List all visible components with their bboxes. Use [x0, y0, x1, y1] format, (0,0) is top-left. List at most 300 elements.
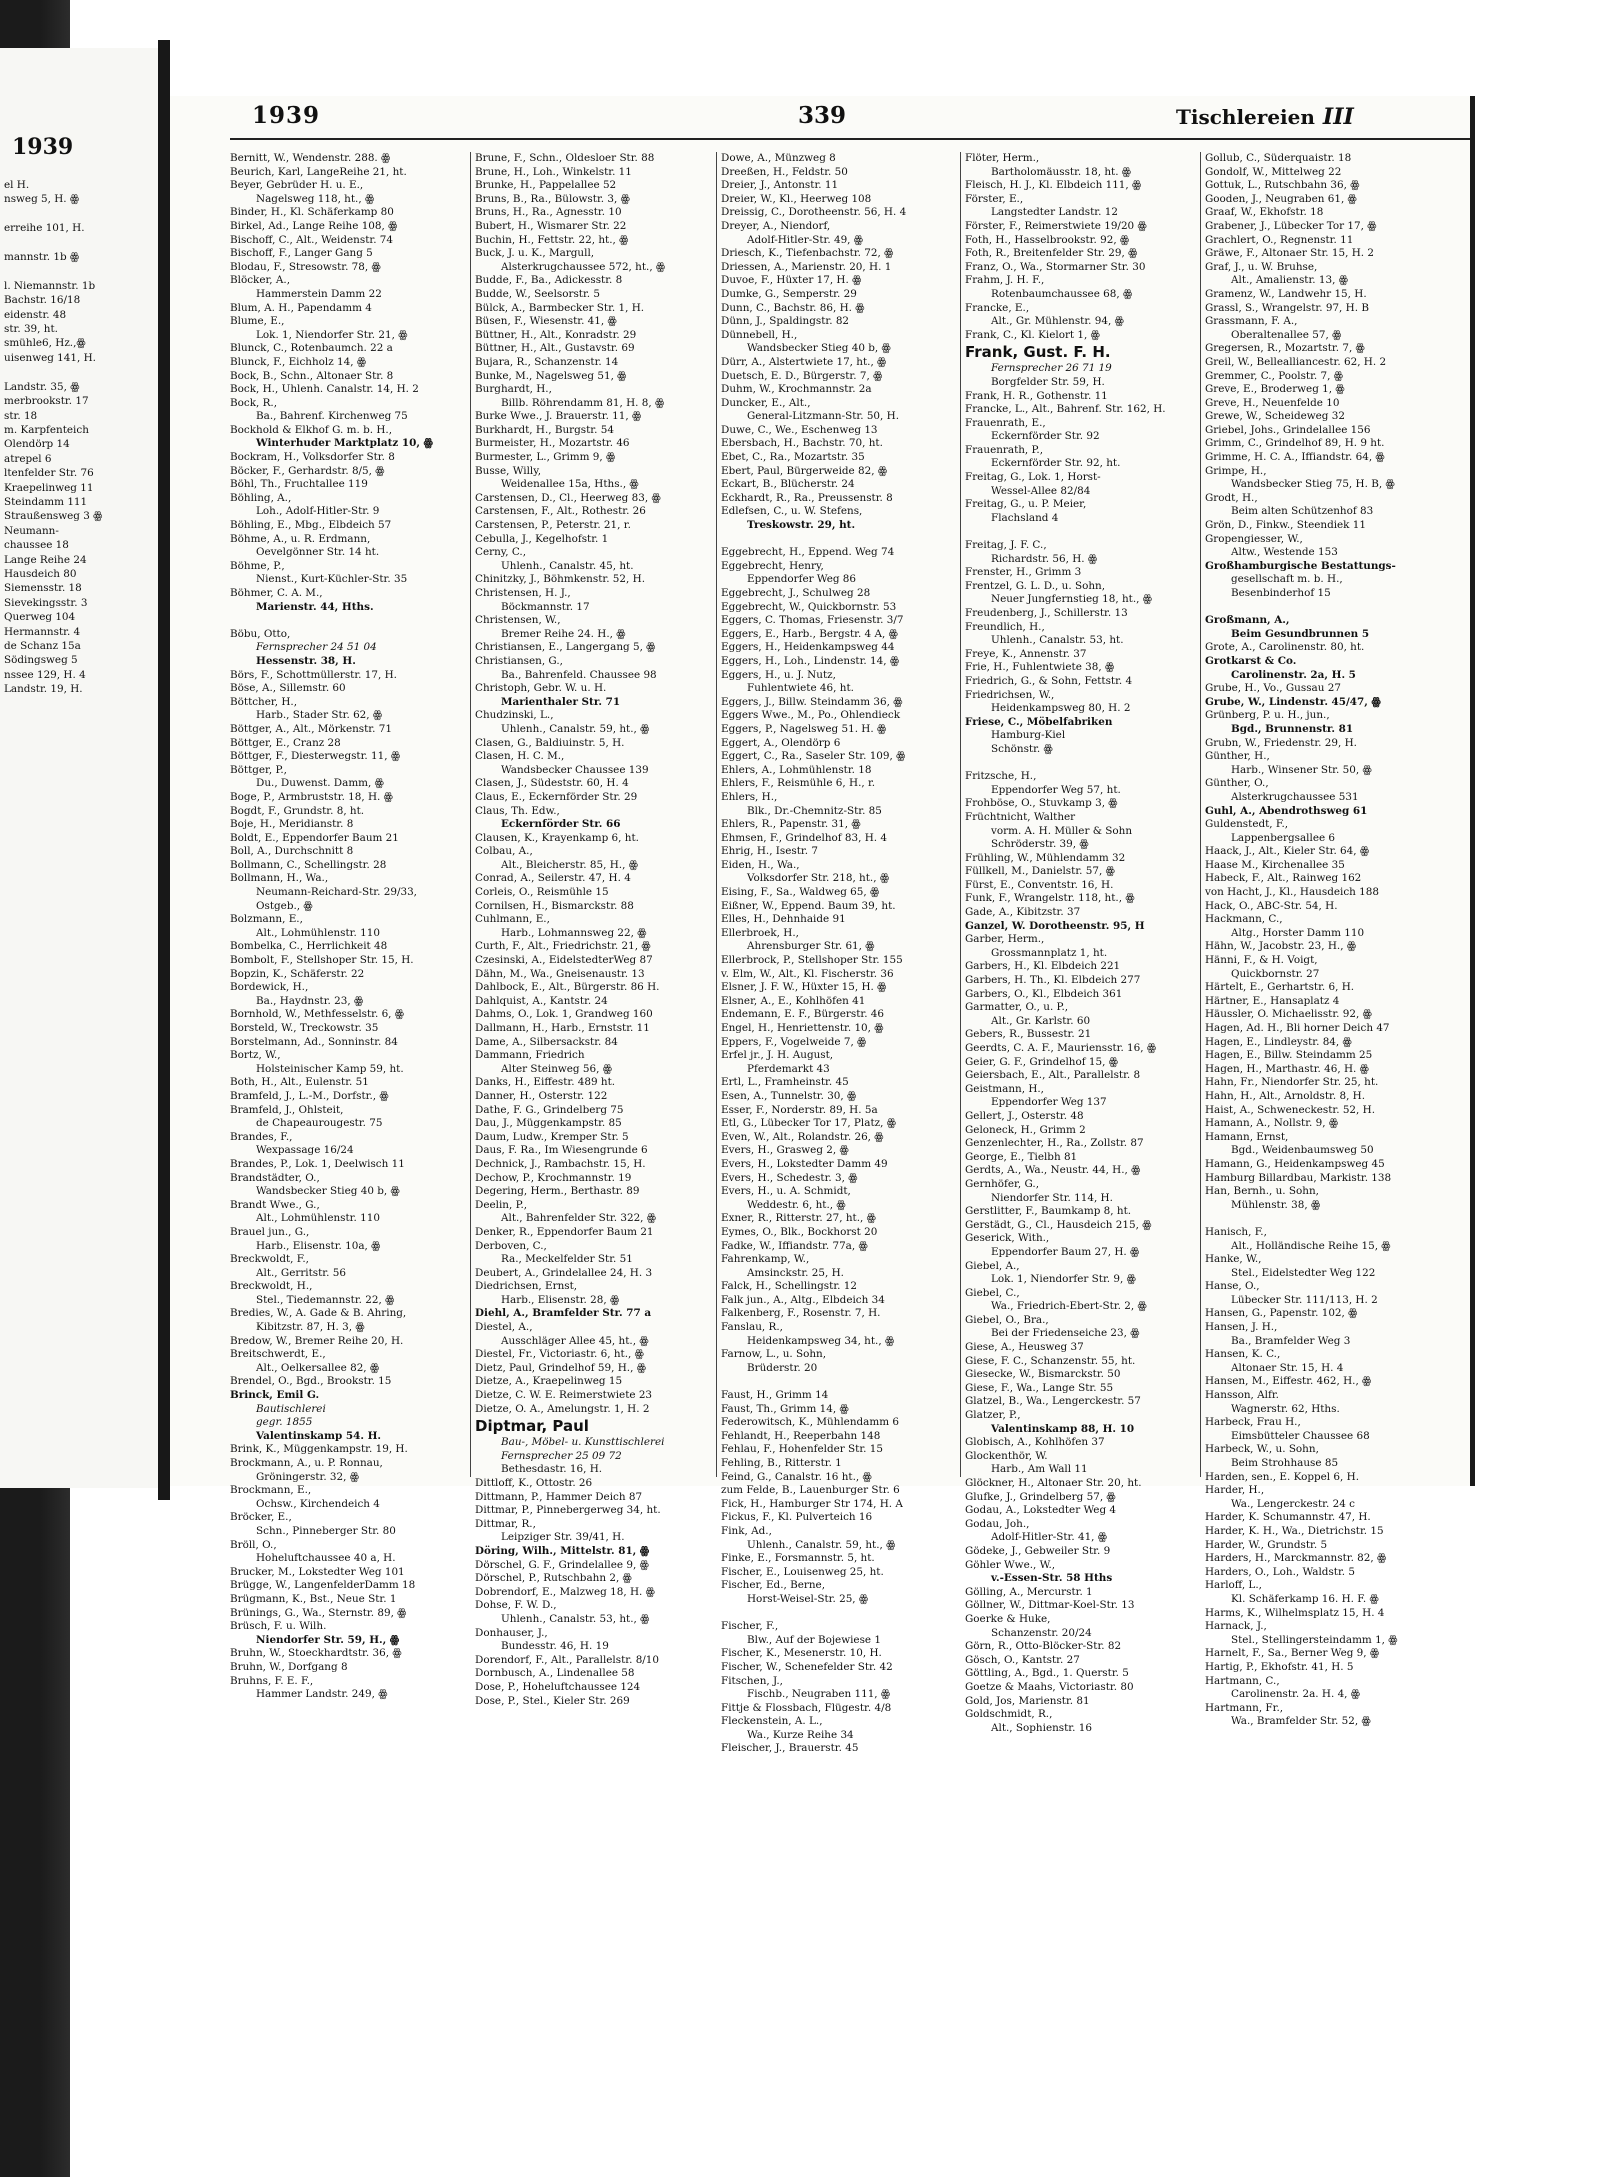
directory-entry-line: Blume, E.,: [230, 315, 285, 328]
directory-entry-line: Dreier, J., Antonstr. 11: [721, 179, 839, 192]
prev-page-line: erreihe 101, H.: [4, 222, 85, 235]
directory-entry-line: Böttcher, H.,: [230, 695, 298, 708]
directory-entry-line: Elles, H., Dehnhaide 91: [721, 913, 846, 926]
directory-entry-line: Harb., Am Wall 11: [991, 1463, 1088, 1476]
directory-entry-line: Dathe, F. G., Grindelberg 75: [475, 1103, 624, 1116]
directory-entry-line: Falk jun., A., Altg., Elbdeich 34: [721, 1293, 885, 1306]
directory-entry-line: Eggebrecht, W., Quickbornstr. 53: [721, 600, 897, 613]
directory-entry-line: Elsner, J. F. W., Hüxter 15, H. ꙮ: [721, 981, 887, 994]
directory-entry-line: Christoph, Gebr. W. u. H.: [475, 682, 607, 695]
directory-entry-line: Frauenrath, E.,: [965, 416, 1046, 429]
directory-entry-line: Bröll, O.,: [230, 1538, 277, 1551]
directory-entry-line: Eggers, E., Harb., Bergstr. 4 A, ꙮ: [721, 627, 898, 640]
directory-entry-line: Eckernförder Str. 66: [501, 818, 621, 831]
directory-entry-line: Fehlau, F., Hohenfelder Str. 15: [721, 1443, 883, 1456]
directory-entry-line: Clasen, G., Baldiuinstr. 5, H.: [475, 736, 625, 749]
directory-entry-line: gegr. 1855: [256, 1416, 313, 1429]
directory-entry-line: Grubn, W., Friedenstr. 29, H.: [1205, 736, 1357, 749]
directory-entry-line: Frank, C., Kl. Kielort 1, ꙮ: [965, 328, 1100, 341]
directory-entry-line: Gade, A., Kibitzstr. 37: [965, 906, 1081, 919]
directory-entry-line: Fischer, W., Schenefelder Str. 42: [721, 1660, 893, 1673]
directory-entry-line: Alter Steinweg 56, ꙮ: [501, 1062, 612, 1075]
directory-entry-line: Erfel jr., J. H. August,: [721, 1049, 834, 1062]
directory-entry-line: Budde, F., Ba., Adickesstr. 8: [475, 274, 623, 287]
directory-entry-line: Böttger, F., Diesterwegstr. 11, ꙮ: [230, 750, 400, 763]
directory-entry-line: Bockram, H., Volksdorfer Str. 8: [230, 451, 395, 464]
directory-entry-line: Esen, A., Tunnelstr. 30, ꙮ: [721, 1089, 857, 1102]
directory-entry-line: Eppendorfer Weg 137: [991, 1096, 1107, 1109]
directory-entry-line: Bombolt, F., Stellshoper Str. 15, H.: [230, 954, 414, 967]
directory-entry-line: Haase M., Kirchenallee 35: [1205, 858, 1345, 871]
directory-entry-line: Dornbusch, A., Lindenallee 58: [475, 1667, 635, 1680]
directory-entry-line: Bramfeld, J., L.-M., Dorfstr., ꙮ: [230, 1089, 389, 1102]
directory-entry-line: Bruns, B., Ra., Bülowstr. 3, ꙮ: [475, 192, 630, 205]
directory-entry-line: Gernhöfer, G.,: [965, 1177, 1040, 1190]
directory-entry-line: Alsterkrugchaussee 572, ht., ꙮ: [501, 260, 666, 273]
directory-entry-line: Grossmannplatz 1, ht.: [991, 946, 1108, 959]
directory-entry-line: Fleischer, J., Brauerstr. 45: [721, 1742, 859, 1755]
directory-entry-line: Wandsbecker Stieg 40 b, ꙮ: [747, 342, 891, 355]
directory-entry-line: Bortz, W.,: [230, 1049, 281, 1062]
directory-entry-line: Glufke, J., Grindelberg 57, ꙮ: [965, 1490, 1116, 1503]
directory-entry-line: Evers, H., u. A. Schmidt,: [721, 1185, 851, 1198]
directory-entry-line: Billb. Röhrendamm 81, H. 8, ꙮ: [501, 396, 665, 409]
directory-entry-line: Ebert, Paul, Bürgerweide 82, ꙮ: [721, 464, 887, 477]
directory-entry-line: Förster, F., Reimerstwiete 19/20 ꙮ: [965, 219, 1147, 232]
directory-entry-line: Dunn, C., Bachstr. 86, H. ꙮ: [721, 301, 865, 314]
directory-entry-line: Francke, L., Alt., Bahrenf. Str. 162, H.: [965, 403, 1166, 416]
directory-entry-line: Wagnerstr. 62, Hths.: [1231, 1402, 1340, 1415]
directory-entry-line: Bruhns, F. E. F.,: [230, 1674, 314, 1687]
column-5: [1200, 152, 1467, 1728]
directory-entry-line: Hartmann, C.,: [1205, 1674, 1280, 1687]
directory-entry-line: Bruhn, W., Stoeckhardtstr. 36, ꙮ: [230, 1647, 402, 1660]
directory-entry-line: Grassl, S., Wrangelstr. 97, H. B: [1205, 301, 1369, 314]
directory-entry-line: Hack, O., ABC-Str. 54, H.: [1205, 899, 1338, 912]
directory-entry-line: Evers, H., Schedestr. 3, ꙮ: [721, 1171, 858, 1184]
directory-entry-line: Härtner, E., Hansaplatz 4: [1205, 994, 1340, 1007]
directory-entry-line: Bgd., Weidenbaumsweg 50: [1231, 1144, 1374, 1157]
directory-entry-line: Börs, F., Schottmüllerstr. 17, H.: [230, 668, 397, 681]
directory-entry-line: Hoheluftchaussee 40 a, H.: [256, 1552, 396, 1565]
directory-entry-line: Borsteld, W., Treckowstr. 35: [230, 1022, 379, 1034]
directory-entry-line: Böse, A., Sillemstr. 60: [230, 682, 346, 695]
directory-entry-line: Fittje & Flossbach, Flügestr. 4/8: [721, 1701, 892, 1714]
directory-entry-line: Eggebrecht, J., Schulweg 28: [721, 587, 871, 599]
directory-entry-line: Corleis, O., Reismühle 15: [475, 886, 609, 899]
directory-entry-line: Fürst, E., Conventstr. 16, H.: [965, 878, 1114, 891]
directory-entry-line: Glockenthör, W.: [965, 1449, 1048, 1462]
directory-entry-line: Garber, Herm.,: [965, 933, 1045, 946]
directory-entry-line: Gondolf, W., Mittelweg 22: [1205, 165, 1342, 178]
directory-entry-line: Goerke & Huke,: [965, 1612, 1051, 1625]
directory-entry-line: Besenbinderhof 15: [1231, 587, 1331, 599]
directory-entry-line: Fickus, F., Kl. Pulverteich 16: [721, 1511, 873, 1524]
directory-entry-line: Bremer Reihe 24. H., ꙮ: [501, 627, 626, 640]
directory-entry-line: Bautischlerei: [256, 1402, 326, 1415]
directory-entry-line: Neuer Jungfernstieg 18, ht., ꙮ: [991, 593, 1152, 606]
directory-entry-line: Wa., Kurze Reihe 34: [747, 1728, 854, 1741]
directory-entry-line: Gellert, J., Osterstr. 48: [965, 1109, 1084, 1122]
directory-entry-line: Fischer, F.,: [721, 1620, 779, 1633]
directory-entry-line: Alt., Bleicherstr. 85, H., ꙮ: [501, 858, 638, 871]
directory-entry-line: Weddestr. 6, ht., ꙮ: [747, 1198, 846, 1211]
directory-entry-line: Dünn, J., Spaldingstr. 82: [721, 315, 850, 328]
directory-entry-line: Bartholomäusstr. 18, ht. ꙮ: [991, 165, 1131, 178]
directory-entry-line: Denker, R., Eppendorfer Baum 21: [475, 1225, 654, 1238]
directory-entry-line: Häussler, O. Michaelisstr. 92, ꙮ: [1205, 1008, 1372, 1021]
directory-entry-line: Garbers, H., Kl. Elbdeich 221: [965, 960, 1121, 973]
directory-entry-line: Grotkarst & Co.: [1205, 654, 1297, 667]
directory-entry-line: Wa., Bramfelder Str. 52, ꙮ: [1231, 1715, 1371, 1728]
directory-entry-line: Gräwe, F., Altonaer Str. 15, H. 2: [1205, 247, 1375, 260]
directory-entry-line: Fehling, B., Ritterstr. 1: [721, 1457, 842, 1469]
directory-entry-line: Ebet, C., Ra., Mozartstr. 35: [721, 451, 865, 464]
directory-entry-line: Eggebrecht, H., Eppend. Weg 74: [721, 546, 895, 559]
directory-entry-line: Neumann-Reichard-Str. 29/33,: [256, 886, 417, 899]
directory-entry-line: Bollmann, H., Wa.,: [230, 872, 329, 885]
directory-entry-line: Hamann, Ernst,: [1205, 1130, 1289, 1143]
directory-entry-line: Duhm, W., Krochmannstr. 2a: [721, 383, 872, 396]
directory-entry-line: Gerstlitter, F., Baumkamp 8, ht.: [965, 1205, 1132, 1218]
directory-entry-line: Geloneck, H., Grimm 2: [965, 1123, 1086, 1136]
directory-entry-line: Hammer Landstr. 249, ꙮ: [256, 1688, 388, 1701]
directory-entry-line: Eising, F., Sa., Waldweg 65, ꙮ: [721, 886, 880, 899]
directory-entry-line: Dallmann, H., Harb., Ernststr. 11: [475, 1022, 650, 1034]
directory-entry-line: Beim Gesundbrunnen 5: [1231, 627, 1370, 640]
directory-entry-line: Gropengiesser, W.,: [1205, 532, 1303, 545]
directory-entry-line: Giebel, O., Bra.,: [965, 1313, 1049, 1326]
directory-entry-line: Schn., Pinneberger Str. 80: [256, 1524, 396, 1537]
directory-entry-line: Niendorfer Str. 59, H., ꙮ: [256, 1633, 400, 1646]
directory-entry-line: Dörschel, G. F., Grindelallee 9, ꙮ: [475, 1558, 649, 1571]
directory-entry-line: Chudzinski, L.,: [475, 709, 554, 722]
directory-entry-line: Büttner, H., Alt., Konradstr. 29: [475, 328, 637, 341]
directory-entry-line: Fischer, K., Mesenerstr. 10, H.: [721, 1647, 882, 1660]
directory-entry-line: Bröcker, E.,: [230, 1511, 292, 1524]
directory-entry-line: Kibitzstr. 87, H. 3, ꙮ: [256, 1321, 365, 1334]
directory-entry-line: Döring, Wilh., Mittelstr. 81, ꙮ: [475, 1544, 650, 1557]
entry-columns: [230, 152, 1470, 1755]
directory-entry-line: Bogdt, F., Grundstr. 8, ht.: [230, 804, 365, 817]
directory-entry-line: Hackmann, C.,: [1205, 913, 1283, 926]
directory-entry-line: Bredies, W., A. Gade & B. Ahring,: [230, 1307, 407, 1320]
directory-entry-line: Dünnebell, H.,: [721, 328, 798, 341]
directory-entry-line: Fischb., Neugraben 111, ꙮ: [747, 1688, 891, 1701]
directory-entry-line: Fritzsche, H.,: [965, 770, 1037, 783]
directory-entry-line: Eymes, O., Blk., Bockhorst 20: [721, 1225, 878, 1238]
directory-entry-line: Friedrichsen, W.,: [965, 688, 1055, 701]
prev-page-line: nsweg 5, H. ꙮ: [4, 193, 80, 206]
previous-page-fragment: [0, 48, 164, 1488]
directory-entry-line: Bredow, W., Bremer Reihe 20, H.: [230, 1334, 404, 1347]
directory-entry-line: Burkhardt, H., Burgstr. 54: [475, 423, 614, 436]
directory-entry-line: Bockhold & Elkhof G. m. b. H.,: [230, 423, 393, 436]
directory-entry-line: Esser, F., Norderstr. 89, H. 5a: [721, 1103, 878, 1116]
directory-entry-line: Greve, H., Neuenfelde 10: [1205, 396, 1340, 409]
directory-entry-line: Harnack, J.,: [1205, 1620, 1267, 1633]
prev-page-line: [4, 236, 102, 250]
prev-page-line: uisenweg 141, H.: [4, 351, 96, 364]
directory-entry-line: Mühlenstr. 38, ꙮ: [1231, 1198, 1321, 1211]
directory-entry-line: Beurich, Karl, LangeReihe 21, ht.: [230, 165, 407, 178]
directory-entry-line: Kl. Schäferkamp 16. H. F. ꙮ: [1231, 1592, 1379, 1605]
directory-entry-line: Alt., Oelkersallee 82, ꙮ: [256, 1361, 380, 1374]
directory-entry-line: Bülck, A., Barmbecker Str. 1, H.: [475, 301, 645, 314]
directory-entry-line: Wa., Lengerckestr. 24 c: [1231, 1497, 1355, 1510]
directory-entry-line: Eggers Wwe., M., Po., Ohlendieck: [721, 709, 900, 722]
directory-entry-line: Oberaltenallee 57, ꙮ: [1231, 328, 1342, 341]
directory-entry-line: Ebersbach, H., Bachstr. 70, ht.: [721, 437, 883, 450]
directory-entry-line: Brandstädter, O.,: [230, 1171, 320, 1184]
directory-entry-line: Duetsch, E. D., Bürgerstr. 7, ꙮ: [721, 369, 883, 382]
directory-entry-line: Richardstr. 56, H. ꙮ: [991, 552, 1098, 565]
directory-entry-line: Fehlandt, H., Reeperbahn 148: [721, 1429, 881, 1442]
directory-entry-line: Burghardt, H.,: [475, 383, 552, 396]
directory-entry-line: Dähn, M., Wa., Gneisenaustr. 13: [475, 967, 645, 980]
directory-entry-line: Eimsbütteler Chaussee 68: [1231, 1429, 1370, 1442]
directory-entry-line: Eppers, F., Vogelweide 7, ꙮ: [721, 1035, 867, 1048]
directory-entry-line: Breckwoldt, F.,: [230, 1253, 309, 1266]
directory-entry-line: Brügge, W., LangenfelderDamm 18: [230, 1579, 416, 1592]
directory-entry-line: Grimme, H. C. A., Iffiandstr. 64, ꙮ: [1205, 451, 1385, 464]
directory-entry-line: Eggers, H., u. J. Nutz,: [721, 668, 836, 681]
directory-entry-line: Harders, H., Marckmannstr. 82, ꙮ: [1205, 1552, 1387, 1565]
directory-entry-line: Stel., Stellingersteindamm 1, ꙮ: [1231, 1633, 1398, 1646]
directory-entry-line: Burke Wwe., J. Brauerstr. 11, ꙮ: [475, 410, 642, 423]
directory-entry-line: Gooden, J., Neugraben 61, ꙮ: [1205, 192, 1357, 205]
directory-entry-line: Elsner, A., E., Kohlhöfen 41: [721, 994, 866, 1007]
directory-entry-line: Uhlenh., Canalstr. 59, ht., ꙮ: [747, 1538, 896, 1551]
directory-entry-line: Gerstädt, G., Cl., Hausdeich 215, ꙮ: [965, 1218, 1152, 1231]
directory-entry-line: Ahrensburger Str. 61, ꙮ: [747, 940, 875, 953]
prev-page-line: smühle6, Hz.,ꙮ: [4, 337, 86, 350]
prev-page-line: [4, 207, 102, 221]
prev-page-line: el H.: [4, 179, 30, 191]
directory-entry-line: Degering, Herm., Berthastr. 89: [475, 1185, 640, 1198]
directory-entry-line: Bundesstr. 46, H. 19: [501, 1640, 609, 1653]
directory-entry-line: Hähn, W., Jacobstr. 23, H., ꙮ: [1205, 940, 1356, 953]
directory-entry-line: Hansson, Alfr.: [1205, 1389, 1279, 1402]
directory-entry-line: Diestel, A.,: [475, 1321, 533, 1334]
directory-entry-line: Fitschen, J.,: [721, 1674, 783, 1687]
directory-entry-line: Endemann, E. F., Bürgerstr. 46: [721, 1008, 885, 1021]
directory-entry-line: Stel., Tiedemannstr. 22, ꙮ: [256, 1293, 395, 1306]
section-roman: III: [1322, 104, 1354, 130]
directory-entry-line: Marienstr. 44, Hths.: [256, 600, 374, 613]
prev-page-line: [4, 264, 102, 278]
directory-entry-line: Grön, D., Finkw., Steendiek 11: [1205, 519, 1367, 532]
directory-entry-line: Pferdemarkt 43: [747, 1062, 830, 1075]
directory-entry-line: Valentinskamp 88, H. 10: [991, 1422, 1135, 1435]
directory-entry-line: Chinitzky, J., Böhmkenstr. 52, H.: [475, 573, 645, 586]
directory-entry-line: Christiansen, G.,: [475, 654, 563, 667]
directory-entry-line: Carstensen, F., Alt., Rothestr. 26: [475, 505, 646, 518]
directory-entry-line: Finke, E., Forsmannstr. 5, ht.: [721, 1552, 875, 1565]
directory-entry-line: Buck, J. u. K., Margull,: [475, 247, 595, 260]
directory-entry-line: Wa., Friedrich-Ebert-Str. 2, ꙮ: [991, 1300, 1147, 1313]
directory-entry-line: Ba., Bahrenf. Kirchenweg 75: [256, 410, 408, 423]
directory-entry-line: Hartmann, Fr.,: [1205, 1701, 1284, 1714]
directory-entry-line: Gösch, O., Kantstr. 27: [965, 1653, 1080, 1666]
directory-entry-line: Diehl, A., Bramfelder Str. 77 a: [475, 1307, 652, 1320]
directory-entry-line: Frauenrath, P.,: [965, 443, 1044, 456]
directory-entry-line: Freundlich, H.,: [965, 620, 1045, 633]
directory-entry-line: Ellerbrock, P., Stellshoper Str. 155: [721, 954, 903, 967]
directory-entry-line: Volksdorfer Str. 218, ht., ꙮ: [747, 872, 889, 885]
directory-entry-line: Wandsbecker Stieg 40 b, ꙮ: [256, 1185, 400, 1198]
column-2: [470, 152, 693, 1707]
directory-entry-line: Even, W., Alt., Rolandstr. 26, ꙮ: [721, 1130, 884, 1143]
directory-entry-line: Dose, P., Hoheluftchaussee 124: [475, 1680, 641, 1693]
directory-entry-line: Bruhn, W., Dorfgang 8: [230, 1660, 348, 1673]
prev-page-line: Kraepelinweg 11: [4, 481, 94, 494]
directory-entry-line: Harden, sen., E. Koppel 6, H.: [1205, 1470, 1359, 1483]
directory-entry-line: Deelin, P.,: [475, 1198, 528, 1211]
directory-entry-line: Dörschel, P., Rutschbahn 2, ꙮ: [475, 1572, 632, 1585]
directory-entry-line: Heidenkampsweg 80, H. 2: [991, 702, 1131, 715]
directory-entry-line: Hänni, F., & H. Voigt,: [1205, 954, 1318, 967]
directory-entry-line: Etl, G., Lübecker Tor 17, Platz, ꙮ: [721, 1117, 896, 1130]
directory-entry-line: Brink, K., Müggenkampstr. 19, H.: [230, 1443, 408, 1456]
directory-entry-line: Clasen, H. C. M.,: [475, 750, 565, 763]
directory-entry-line: Marienthaler Str. 71: [501, 695, 621, 708]
directory-entry-line: Engel, H., Henriettenstr. 10, ꙮ: [721, 1022, 884, 1034]
directory-entry-line: Hansen, M., Eiffestr. 462, H., ꙮ: [1205, 1375, 1372, 1388]
directory-entry-line: Christensen, W.,: [475, 614, 561, 627]
directory-entry-line: Eckernförder Str. 92: [991, 430, 1100, 443]
directory-entry-line: Böhmer, C. A. M.,: [230, 587, 323, 599]
directory-entry-line: Büttner, H., Alt., Gustavstr. 69: [475, 342, 635, 355]
directory-entry-line: Hamann, G., Heidenkampsweg 45: [1205, 1157, 1385, 1170]
directory-entry-line: Hansen, J. H.,: [1205, 1321, 1278, 1334]
directory-entry-line: Claus, Th. Edw.,: [475, 804, 560, 817]
directory-entry-line: Faust, H., Grimm 14: [721, 1389, 829, 1402]
directory-entry-line: Diptmar, Paul: [475, 1417, 589, 1436]
directory-entry-line: Fanslau, R.,: [721, 1321, 783, 1334]
directory-entry-line: Göllner, W., Dittmar-Koel-Str. 13: [965, 1599, 1135, 1612]
directory-entry-line: Burmester, L., Grimm 9, ꙮ: [475, 451, 616, 464]
directory-entry-line: Blodau, F., Stresowstr. 78, ꙮ: [230, 260, 381, 273]
directory-entry-line: Blk., Dr.-Chemnitz-Str. 85: [747, 804, 882, 817]
directory-entry-line: Niendorfer Str. 114, H.: [991, 1191, 1113, 1204]
directory-entry-line: Frie, H., Fuhlentwiete 38, ꙮ: [965, 661, 1115, 674]
directory-entry-line: Dittmar, R.,: [475, 1517, 536, 1530]
prev-page-line: nssee 129, H. 4: [4, 668, 86, 681]
directory-entry-line: Förster, E.,: [965, 192, 1024, 205]
directory-entry-line: [1205, 601, 1467, 615]
directory-entry-line: Eppendorfer Weg 57, ht.: [991, 783, 1121, 796]
directory-entry-line: Bordewick, H.,: [230, 981, 309, 994]
directory-entry-line: Greve, E., Broderweg 1, ꙮ: [1205, 383, 1345, 396]
directory-entry-line: Driesch, K., Tiefenbachstr. 72, ꙮ: [721, 247, 894, 260]
directory-entry-line: Ertl, L., Framheinstr. 45: [721, 1076, 849, 1089]
prev-page-line: str. 39, ht.: [4, 323, 58, 336]
directory-entry-line: Gollub, C., Süderquaistr. 18: [1205, 152, 1352, 164]
directory-entry-line: Eggers, H., Heidenkampsweg 44: [721, 641, 895, 654]
directory-entry-line: Grote, A., Carolinenstr. 80, ht.: [1205, 641, 1365, 654]
directory-entry-line: Ehlers, A., Lohmühlenstr. 18: [721, 763, 872, 776]
page-header: [170, 96, 1470, 140]
directory-entry-line: Horst-Weisel-Str. 25, ꙮ: [747, 1592, 869, 1605]
directory-entry-line: Garbers, O., Kl., Elbdeich 361: [965, 987, 1123, 1000]
directory-entry-line: Bock, B., Schn., Altonaer Str. 8: [230, 369, 394, 382]
directory-entry-line: Giese, F. C., Schanzenstr. 55, ht.: [965, 1354, 1136, 1367]
directory-entry-line: Bornhold, W., Methfesselstr. 6, ꙮ: [230, 1008, 404, 1021]
directory-entry-line: Grimm, C., Grindelhof 89, H. 9 ht.: [1205, 437, 1385, 450]
directory-entry-line: Graaf, W., Ekhofstr. 18: [1205, 206, 1324, 219]
directory-entry-line: Bolzmann, E.,: [230, 913, 303, 926]
directory-entry-line: Dietze, A., Kraepelinweg 15: [475, 1375, 623, 1388]
directory-entry-line: Alsterkrugchaussee 531: [1231, 790, 1359, 803]
directory-entry-line: Boldt, E., Eppendorfer Baum 21: [230, 831, 399, 844]
directory-entry-line: Altw., Westende 153: [1231, 546, 1338, 559]
directory-entry-line: Grodt, H.,: [1205, 491, 1258, 504]
prev-page-line: Södingsweg 5: [4, 654, 78, 667]
directory-entry-line: Grimpe, H.,: [1205, 464, 1267, 477]
directory-entry-line: Alt., Bahrenfelder Str. 322, ꙮ: [501, 1212, 656, 1225]
directory-entry-line: Danner, H., Osterstr. 122: [475, 1089, 608, 1102]
directory-entry-line: Blunck, F., Eichholz 14, ꙮ: [230, 355, 366, 368]
prev-page-line: merbrookstr. 17: [4, 395, 89, 408]
directory-entry-line: Boll, A., Durchschnitt 8: [230, 845, 354, 858]
directory-entry-line: Duncker, E., Alt.,: [721, 396, 811, 409]
directory-entry-line: Dame, A., Silbersackstr. 84: [475, 1035, 618, 1048]
directory-entry-line: Falkenberg, F., Rosenstr. 7, H.: [721, 1307, 881, 1320]
section-title: [1176, 104, 1354, 130]
directory-entry-line: Daus, F. Ra., Im Wiesengrunde 6: [475, 1144, 648, 1157]
directory-entry-line: Donhauser, J.,: [475, 1626, 548, 1639]
directory-entry-line: v. Elm, W., Alt., Kl. Fischerstr. 36: [721, 967, 894, 980]
directory-entry-line: Hammerstein Damm 22: [256, 287, 382, 300]
header-rule: [230, 138, 1470, 140]
directory-entry-line: Giesecke, W., Bismarckstr. 50: [965, 1368, 1121, 1381]
directory-entry-line: Hansen, K. C.,: [1205, 1348, 1281, 1361]
directory-entry-line: Grube, W., Lindenstr. 45/47, ꙮ: [1205, 695, 1381, 708]
directory-entry-line: Grassmann, F. A.,: [1205, 315, 1298, 328]
directory-entry-line: Genzenlechter, H., Ra., Zollstr. 87: [965, 1137, 1144, 1150]
directory-entry-line: Haist, A., Schweneckestr. 52, H.: [1205, 1103, 1376, 1116]
directory-entry-line: Alt., Gerritstr. 56: [256, 1266, 346, 1279]
directory-entry-line: Bock, H., Uhlenh. Canalstr. 14, H. 2: [230, 383, 419, 396]
directory-entry-line: Colbau, A.,: [475, 845, 533, 858]
column-4: [960, 152, 1183, 1734]
prev-page-line: eidenstr. 48: [4, 308, 67, 321]
directory-entry-line: Foth, H., Hasselbrookstr. 92, ꙮ: [965, 233, 1130, 246]
directory-entry-line: Brune, H., Loh., Winkelstr. 11: [475, 165, 632, 178]
directory-entry-line: Böhme, A., u. R. Erdmann,: [230, 532, 371, 545]
directory-entry-line: Boge, P., Armbruststr. 18, H. ꙮ: [230, 790, 393, 803]
directory-entry-line: Hanse, O.,: [1205, 1280, 1260, 1293]
prev-page-year: 1939: [12, 134, 74, 160]
directory-entry-line: Freitag, J. F. C.,: [965, 539, 1047, 552]
directory-entry-line: Hanisch, F.,: [1205, 1225, 1267, 1238]
directory-entry-line: Wandsbecker Chaussee 139: [501, 763, 649, 776]
directory-entry-line: Alt., Gr. Karlstr. 60: [991, 1014, 1091, 1027]
directory-entry-line: Oevelgönner Str. 14 ht.: [256, 546, 380, 559]
directory-entry-line: Dobrendorf, E., Malzweg 18, H. ꙮ: [475, 1585, 655, 1598]
header-year: 1939: [252, 102, 321, 129]
directory-entry-line: Glöckner, H., Altonaer Str. 20, ht.: [965, 1477, 1142, 1489]
directory-entry-line: Driessen, A., Marienstr. 20, H. 1: [721, 260, 892, 273]
directory-entry-line: Weidenallee 15a, Hths., ꙮ: [501, 478, 639, 491]
directory-entry-line: Harbeck, Frau H.,: [1205, 1416, 1301, 1429]
directory-entry-line: Foth, R., Breitenfelder Str. 29, ꙮ: [965, 247, 1138, 260]
directory-entry-line: Dreyer, A., Niendorf,: [721, 219, 831, 232]
directory-entry-line: Ba., Bramfelder Weg 3: [1231, 1334, 1351, 1347]
prev-page-line: ltenfelder Str. 76: [4, 467, 94, 480]
directory-entry-line: Freye, K., Annenstr. 37: [965, 647, 1087, 660]
